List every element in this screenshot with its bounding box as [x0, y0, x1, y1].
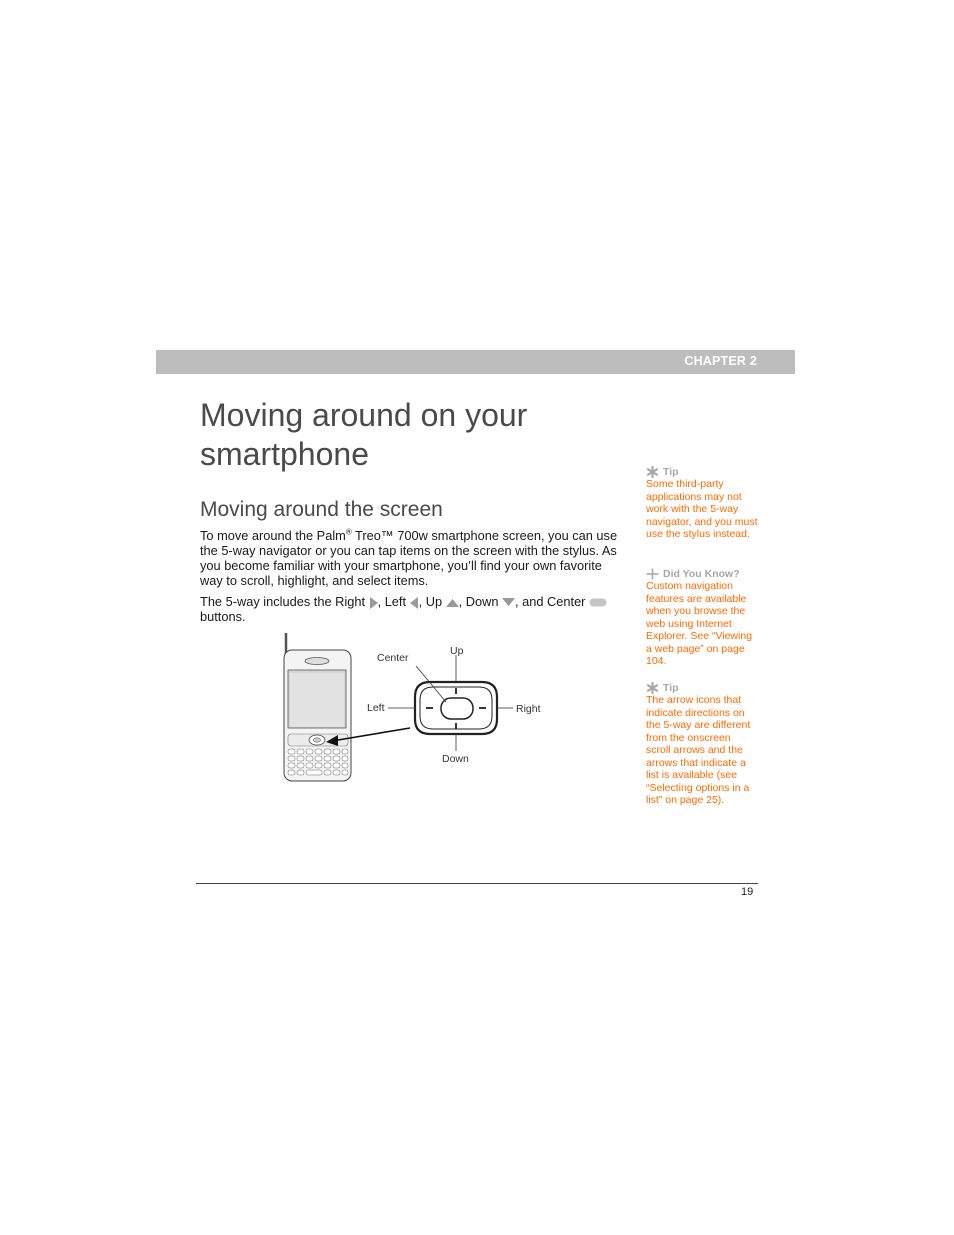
plus-icon — [646, 568, 659, 580]
registered-mark: ® — [345, 527, 352, 537]
left-arrow-icon — [410, 597, 419, 609]
intro-text-rest: Treo™ 700w smartphone screen, you can use the 5-way navigator or you can tap items on the screen with the stylus. As you become familiar with your smartphone, you’ll find your own favorite way to scroll, highlight, and select items. — [200, 528, 618, 588]
page-title: Moving around on your smartphone — [200, 397, 528, 472]
tip-text-2: The arrow icons that indicate directions on the 5-way are different from the onscreen scroll arrows and the arrows that indicate a list is available (see “Selecting options in a list” on page 25). — [646, 694, 751, 806]
asterisk-icon — [646, 466, 659, 478]
did-you-know-box — [646, 567, 758, 668]
did-you-know-heading-text: Did You Know? — [663, 567, 740, 580]
up-arrow-icon — [446, 598, 459, 607]
label-right: Right — [516, 703, 541, 715]
navigator-diagram — [415, 682, 497, 734]
footer-divider — [196, 883, 758, 884]
tip-box-2 — [646, 681, 758, 807]
page-number: 19 — [741, 886, 754, 898]
label-left: Left — [367, 702, 385, 714]
chapter-label: CHAPTER 2 — [684, 354, 757, 368]
did-you-know-text: Custom navigation features are available when you browse the web using Internet Explorer. See “Viewing a web page” on page 104. — [646, 580, 753, 667]
tip-heading-2-text: Tip — [663, 681, 679, 694]
label-down: Down — [442, 753, 469, 765]
smartphone-illustration — [284, 633, 351, 781]
five-way-text-2: , Left — [377, 594, 410, 609]
chapter-bar — [156, 350, 795, 374]
asterisk-icon — [646, 682, 659, 694]
five-way-text-4: , Down — [458, 594, 503, 609]
tip-heading-1-text: Tip — [663, 465, 679, 478]
down-arrow-icon — [502, 598, 515, 607]
five-way-paragraph — [200, 594, 620, 624]
five-way-text-1: The 5-way includes the Right — [200, 594, 369, 609]
tip-text-1: Some third-party applications may not work with the 5-way navigator, and you must use the stylus instead. — [646, 478, 758, 540]
intro-text-start: To move around the Palm — [200, 528, 346, 543]
did-you-know-heading — [646, 567, 758, 580]
five-way-text-6: buttons. — [200, 609, 246, 624]
tip-heading-1 — [646, 465, 758, 478]
five-way-figure — [270, 630, 560, 786]
right-arrow-icon — [369, 597, 378, 609]
center-button-icon — [589, 598, 607, 607]
five-way-text-3: , Up — [418, 594, 446, 609]
label-center: Center — [377, 652, 409, 664]
tip-heading-2 — [646, 681, 758, 694]
section-heading: Moving around the screen — [200, 498, 443, 521]
tip-box-1 — [646, 465, 758, 541]
intro-paragraph — [200, 528, 620, 588]
five-way-text-5: , and Center — [515, 594, 589, 609]
label-up: Up — [450, 645, 464, 657]
